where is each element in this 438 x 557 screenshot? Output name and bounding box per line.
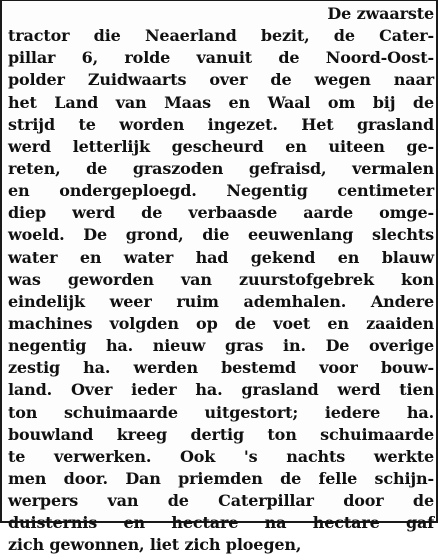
article-line: polder Zuidwaarts over de wegen naar xyxy=(8,70,434,90)
article-line: strijd te worden ingezet. Het grasland xyxy=(8,114,434,134)
article-line: water en water had gekend en blauw xyxy=(8,247,434,267)
article-line: te verwerken. Ook 's nachts werkte xyxy=(8,446,434,466)
article-line: diep werd de verbaasde aarde omge- xyxy=(8,203,434,223)
article-line: was geworden van zuurstofgebrek kon xyxy=(8,269,434,289)
article-line: men door. Dan priemden de felle schijn- xyxy=(8,468,434,488)
article-line: woeld. De grond, die eeuwenlang slechts xyxy=(8,225,434,245)
article-line: zestig ha. werden bestemd voor bouw- xyxy=(8,358,434,378)
article-line: tractor die Neaerland bezit, de Cater- xyxy=(8,26,434,46)
article-line: zich gewonnen, liet zich ploegen, xyxy=(8,535,302,555)
article-line: en ondergeploegd. Negentig centimeter xyxy=(8,181,434,201)
article-line: machines volgden op de voet en zaaiden xyxy=(8,313,434,333)
article-line: De zwaarste xyxy=(327,4,434,23)
article-line: bouwland kreeg dertig ton schuimaarde xyxy=(8,424,434,444)
article-line: eindelijk weer ruim ademhalen. Andere xyxy=(8,291,434,311)
article-body xyxy=(8,3,434,557)
article-line: duisternis en hectare na hectare gaf xyxy=(8,513,434,533)
article-line: land. Over ieder ha. grasland werd tien xyxy=(8,380,434,400)
article-line: het Land van Maas en Waal om bij de xyxy=(8,92,434,112)
article-line: werd letterlijk gescheurd en uiteen ge- xyxy=(8,136,434,156)
article-line: werpers van de Caterpillar door de xyxy=(8,491,434,511)
article-line: ton schuimaarde uitgestort; iedere ha. xyxy=(8,402,434,422)
article-line: reten, de graszoden gefraisd, vermalen xyxy=(8,158,434,178)
article-line: negentig ha. nieuw gras in. De overige xyxy=(8,336,434,356)
article-line: pillar 6, rolde vanuit de Noord-Oost- xyxy=(8,48,434,68)
